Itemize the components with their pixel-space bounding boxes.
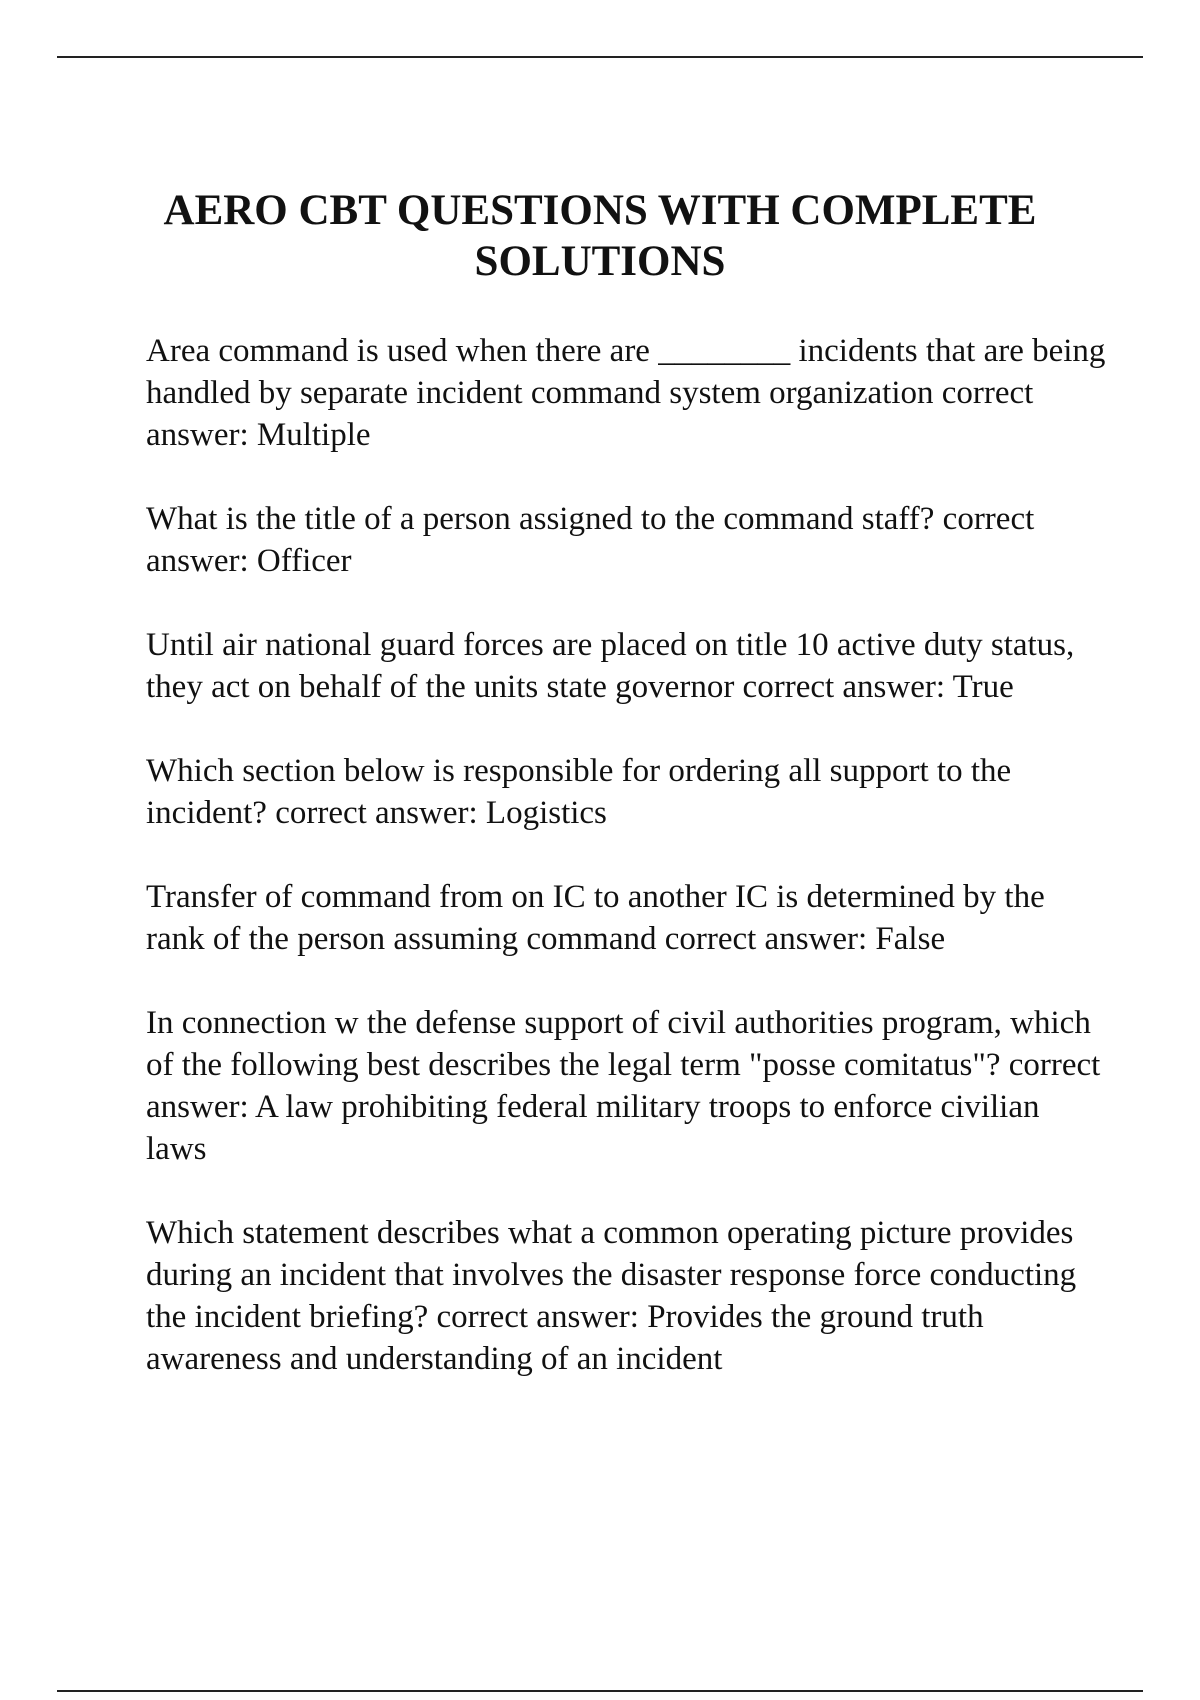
question-item: Area command is used when there are ________ incidents that are being handled by separate incident command system organization correct answer: Multiple <box>146 333 1106 453</box>
question-list <box>146 330 1106 1422</box>
question-item: What is the title of a person assigned to the command staff? correct answer: Officer <box>146 501 1035 579</box>
question-item: In connection w the defense support of civil authorities program, which of the following best describes the legal term "posse comitatus"? correct answer: A law prohibiting federal military troops to enforce civilian laws <box>146 1005 1101 1167</box>
question-item: Transfer of command from on IC to another IC is determined by the rank of the person assuming command correct answer: False <box>146 879 1045 957</box>
question-item: Which section below is responsible for ordering all support to the incident? correct answer: Logistics <box>146 753 1012 831</box>
document-title: AERO CBT QUESTIONS WITH COMPLETE SOLUTIONS <box>163 187 1037 285</box>
question-item: Until air national guard forces are placed on title 10 active duty status, they act on behalf of the units state governor correct answer: True <box>146 627 1075 705</box>
bottom-divider <box>57 1690 1143 1692</box>
top-divider <box>57 56 1143 58</box>
question-item: Which statement describes what a common operating picture provides during an incident that involves the disaster response force conducting the incident briefing? correct answer: Provides the ground truth awareness and understanding of an incident <box>146 1215 1077 1377</box>
